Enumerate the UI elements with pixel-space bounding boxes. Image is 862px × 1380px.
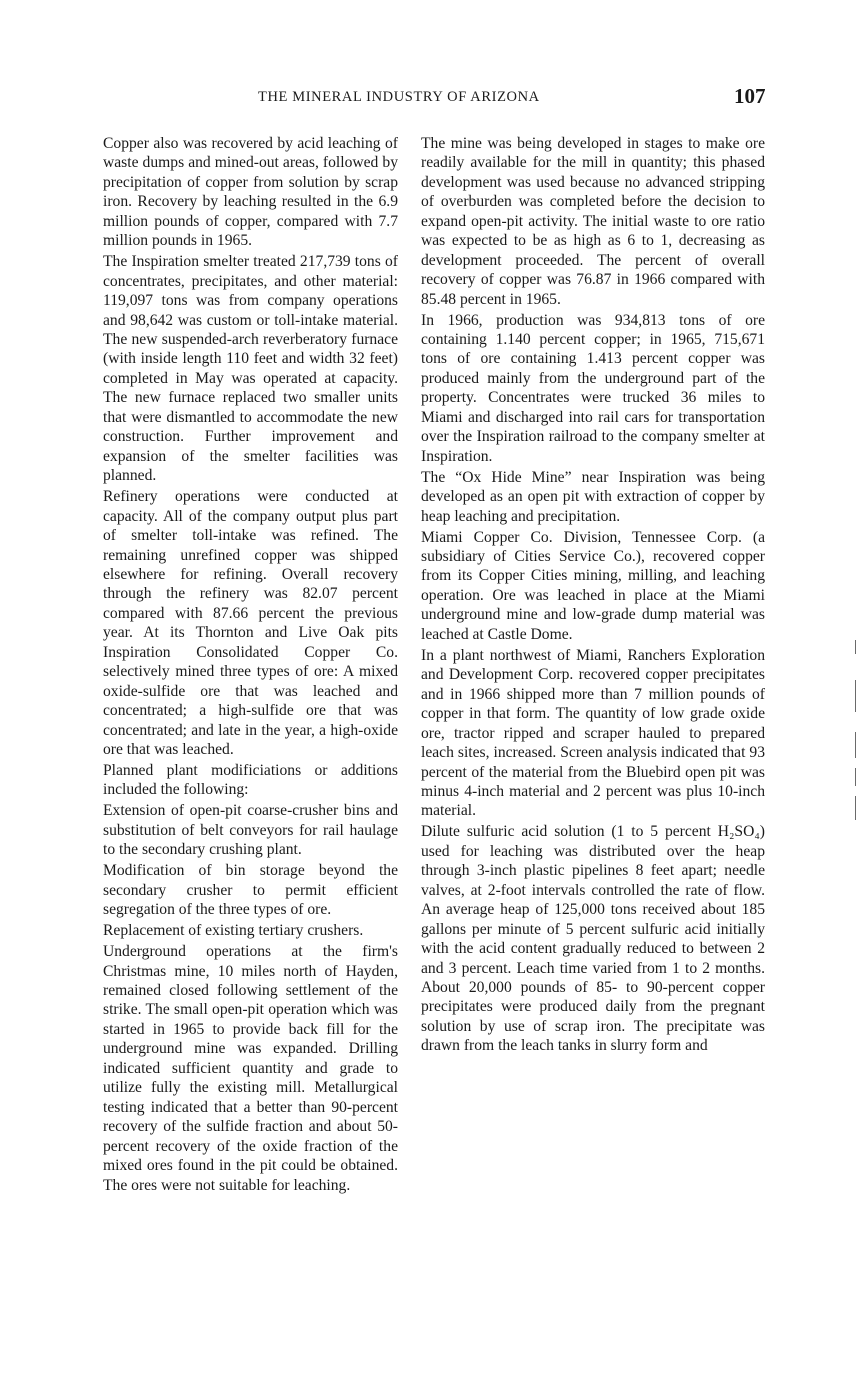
- paragraph: Refinery operations were conducted at capacity. All of the company output plus part of smelter toll-intake was refined. The remaining unrefined copper was shipped elsewhere for refining. Overall recovery through the refinery was 82.07 percent compared with 87.66 percent the previous year. At its Thornton and Live Oak pits Inspiration Consolidated Copper Co. selectively mined three types of ore: A mixed oxide-sulfide ore that was leached and concentrated; a high-sulfide ore that was concentrated; and late in the year, a high-oxide ore that was leached.: [103, 488, 398, 759]
- paragraph: The mine was being developed in stages to make ore readily available for the mill in quantity; this phased development was used because no advanced stripping of overburden was completed before the decision to expand open-pit activity. The initial waste to ore ratio was expected to be as high as 6 to 1, decreasing as development proceeded. The percent of overall recovery of copper was 76.87 in 1966 compared with 85.48 percent in 1965.: [421, 135, 765, 308]
- paragraph: Dilute sulfuric acid solution (1 to 5 percent H₂SO₄) used for leaching was distributed over the heap through 3-inch plastic pipelines 8 feet apart; needle valves, at 2-foot intervals controlled the rate of flow. An average heap of 125,000 tons received about 185 gallons per minute of 5 percent sulfuric acid initially with the acid content gradually reduced to between 2 and 3 percent. Leach time varied from 1 to 2 months. About 20,000 pounds of 85- to 90-percent copper precipitates were produced daily from the pregnant solution by use of scrap iron. The precipitate was drawn from the leach tanks in slurry form and: [421, 823, 765, 1055]
- paragraph: Underground operations at the firm's Christmas mine, 10 miles north of Hayden, remained closed following settlement of the strike. The small open-pit operation which was started in 1965 to provide back fill for the underground mine was expanded. Drilling indicated sufficient quantity and grade to utilize fully the existing mill. Metallurgical testing indicated that a better than 90-percent recovery of the sulfide fraction and about 50-percent recovery of the oxide fraction of the mixed ores found in the pit could be obtained. The ores were not suitable for leaching.: [103, 943, 398, 1194]
- left-column: [103, 134, 398, 1196]
- scan-mark: [855, 732, 856, 758]
- paragraph: Planned plant modificiations or additions included the following:: [103, 762, 398, 799]
- paragraph: Extension of open-pit coarse-crusher bins and substitution of belt conveyors for rail haulage to the secondary crushing plant.: [103, 802, 398, 859]
- scan-mark: [855, 768, 856, 786]
- page-number: 107: [734, 84, 766, 108]
- scan-mark: [855, 796, 856, 820]
- running-head: THE MINERAL INDUSTRY OF ARIZONA: [258, 89, 540, 105]
- paragraph: The “Ox Hide Mine” near Inspiration was being developed as an open pit with extraction of copper by heap leaching and precipitation.: [421, 468, 765, 525]
- scan-mark: [855, 640, 856, 654]
- paragraph: In 1966, production was 934,813 tons of ore containing 1.140 percent copper; in 1965, 715,671 tons of ore containing 1.413 percent copper was produced mainly from the underground part of the property. Concentrates were trucked 36 miles to Miami and discharged into rail cars for transportation over the Inspiration railroad to the company smelter at Inspiration.: [421, 311, 765, 465]
- page-header: [0, 86, 862, 110]
- right-column: [421, 134, 765, 1057]
- paragraph: Miami Copper Co. Division, Tennessee Corp. (a subsidiary of Cities Service Co.), recovered copper from its Copper Cities mining, milling, and leaching operation. Ore was leached in place at the Miami underground mine and low-grade dump material was leached at Castle Dome.: [421, 528, 765, 643]
- paragraph: In a plant northwest of Miami, Ranchers Exploration and Development Corp. recovered copper precipitates and in 1966 shipped more than 7 million pounds of copper in that form. The quantity of low grade oxide ore, tractor ripped and scraper hauled to prepared leach sites, increased. Screen analysis indicated that 93 percent of the material from the Bluebird open pit was minus 4-inch material and 2 percent was plus 10-inch material.: [421, 646, 765, 820]
- paragraph: Modification of bin storage beyond the secondary crusher to permit efficient segregation of the three types of ore.: [103, 862, 398, 919]
- paragraph: Replacement of existing tertiary crushers.: [103, 922, 364, 940]
- scan-mark: [855, 680, 856, 712]
- paragraph: Copper also was recovered by acid leaching of waste dumps and mined-out areas, followed by precipitation of copper from solution by scrap iron. Recovery by leaching resulted in the 6.9 million pounds of copper, compared with 7.7 million pounds in 1965.: [103, 135, 398, 250]
- margin-scan-marks: [855, 640, 858, 830]
- paragraph: The Inspiration smelter treated 217,739 tons of concentrates, precipitates, and other material: 119,097 tons was from company operations and 98,642 was custom or toll-intake material. The new suspended-arch reverberatory furnace (with inside length 110 feet and width 32 feet) completed in May was operated at capacity. The new furnace replaced two smaller units that were dismantled to accommodate the new construction. Further improvement and expansion of the smelter facilities was planned.: [103, 253, 398, 485]
